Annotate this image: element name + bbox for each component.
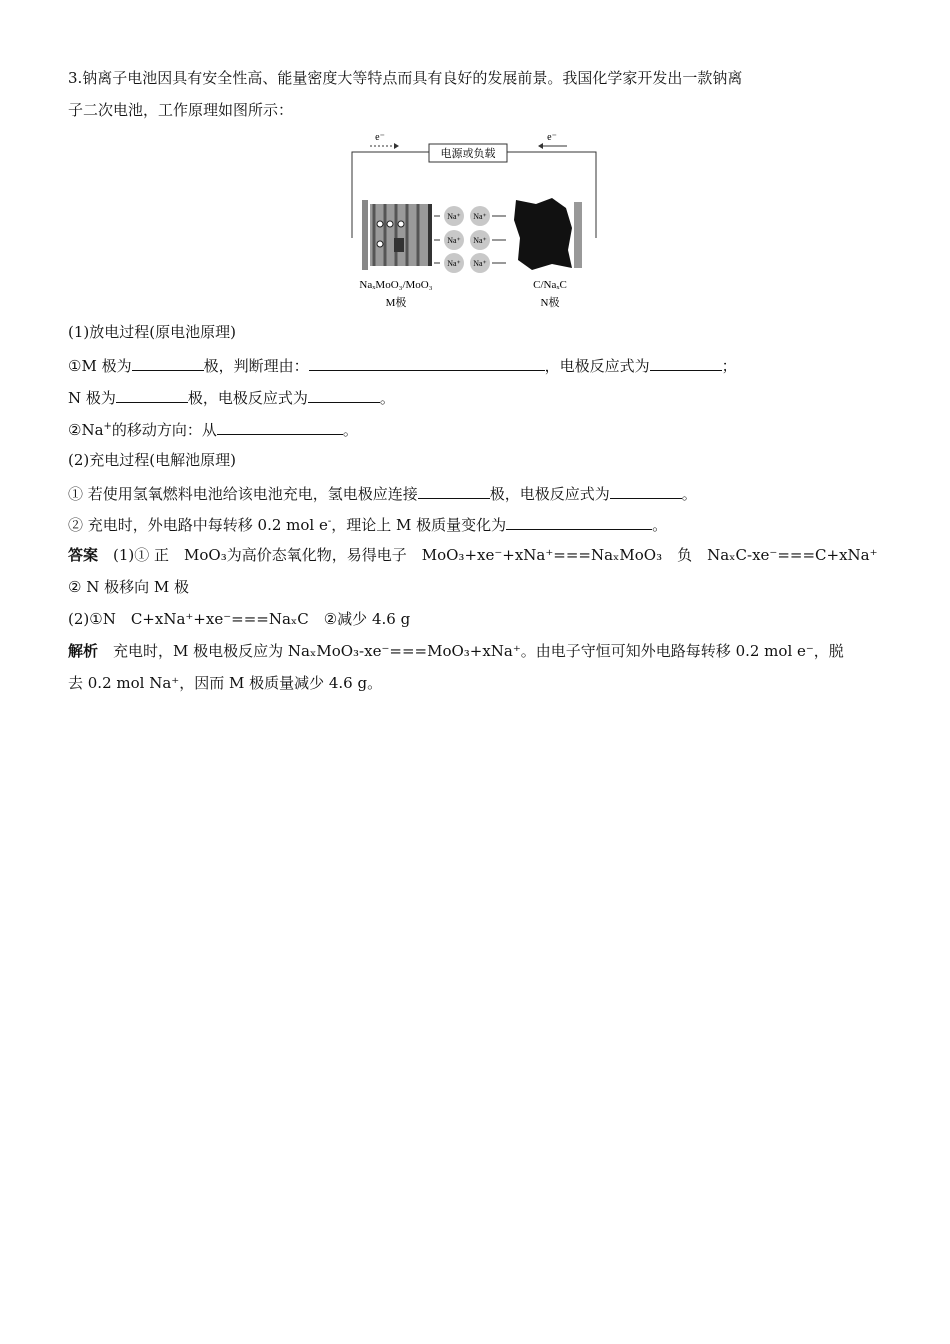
answer-blank[interactable] xyxy=(309,354,545,371)
answer-blank[interactable] xyxy=(132,354,204,371)
question-line-m-electrode: ①M 极为 极，判断理由： ，电极反应式为 ； xyxy=(68,354,737,376)
analysis-line2: 去 0.2 mol Na⁺，因而 M 极质量减少 4.6 g。 xyxy=(68,674,383,692)
answer-blank[interactable] xyxy=(308,386,380,403)
question-line-n-electrode: N 极为 极，电极反应式为 。 xyxy=(68,386,395,408)
arrow-left-icon xyxy=(538,143,543,149)
electron-label-right: e⁻ xyxy=(547,132,557,143)
question-line-mass-change: ② 充电时，外电路中每转移 0.2 mol e-，理论上 M 极质量变化为 。 xyxy=(68,513,667,535)
battery-diagram xyxy=(340,128,610,318)
answer-blank[interactable] xyxy=(116,386,188,403)
answer-line1: 答案 (1)① 正 MoO₃为高价态氧化物，易得电子 MoO₃+xe⁻+xNa⁺===NaₓMoO₃ 负 NaₓC-xe⁻===C+xNa⁺ xyxy=(68,546,878,564)
question-line-fuel-cell: ① 若使用氢氧燃料电池给该电池充电，氢电极应连接 极，电极反应式为 。 xyxy=(68,482,697,504)
question-intro-line2: 子二次电池，工作原理如图所示： xyxy=(68,101,294,119)
question-line-na-direction: ②Na+的移动方向：从 。 xyxy=(68,418,358,440)
svg-text:Na⁺: Na⁺ xyxy=(473,212,487,221)
answer-line3: (2)①N C+xNa⁺+xe⁻===NaₓC ②减少 4.6 g xyxy=(68,610,411,628)
answer-line2: ② N 极移向 M 极 xyxy=(68,578,190,596)
answer-label: 答案 xyxy=(68,546,99,564)
answer-blank[interactable] xyxy=(506,513,652,530)
m-material-label: NaₓMoO₃/MoO₃ xyxy=(359,279,433,291)
analysis-line1: 解析 充电时，M 极电极反应为 NaₓMoO₃-xe⁻===MoO₃+xNa⁺。由电子守恒可知外电路每转移 0.2 mol e⁻，脱 xyxy=(68,642,844,660)
answer-blank[interactable] xyxy=(650,354,722,371)
electron-label-left: e⁻ xyxy=(375,132,385,143)
svg-text:Na⁺: Na⁺ xyxy=(473,259,487,268)
m-name-label: M极 xyxy=(385,297,407,309)
power-source-label: 电源或负载 xyxy=(440,148,496,160)
svg-text:Na⁺: Na⁺ xyxy=(447,236,461,245)
n-material-label: C/NaₓC xyxy=(533,279,567,291)
svg-text:Na⁺: Na⁺ xyxy=(447,259,461,268)
analysis-label: 解析 xyxy=(68,642,99,660)
n-name-label: N极 xyxy=(540,297,560,309)
part2-title: (2)充电过程(电解池原理) xyxy=(68,451,236,469)
part1-title: (1)放电过程(原电池原理) xyxy=(68,323,236,341)
sodium-ions xyxy=(434,206,506,273)
n-electrode xyxy=(514,198,582,270)
answer-blank[interactable] xyxy=(418,482,490,499)
question-intro-line1: 3.钠离子电池因具有安全性高、能量密度大等特点而具有良好的发展前景。我国化学家开发出一款钠离 xyxy=(68,69,743,87)
m-electrode xyxy=(362,200,432,270)
arrow-right-icon xyxy=(394,143,399,149)
answer-blank[interactable] xyxy=(217,418,343,435)
answer-blank[interactable] xyxy=(610,482,682,499)
svg-text:Na⁺: Na⁺ xyxy=(473,236,487,245)
svg-text:Na⁺: Na⁺ xyxy=(447,212,461,221)
